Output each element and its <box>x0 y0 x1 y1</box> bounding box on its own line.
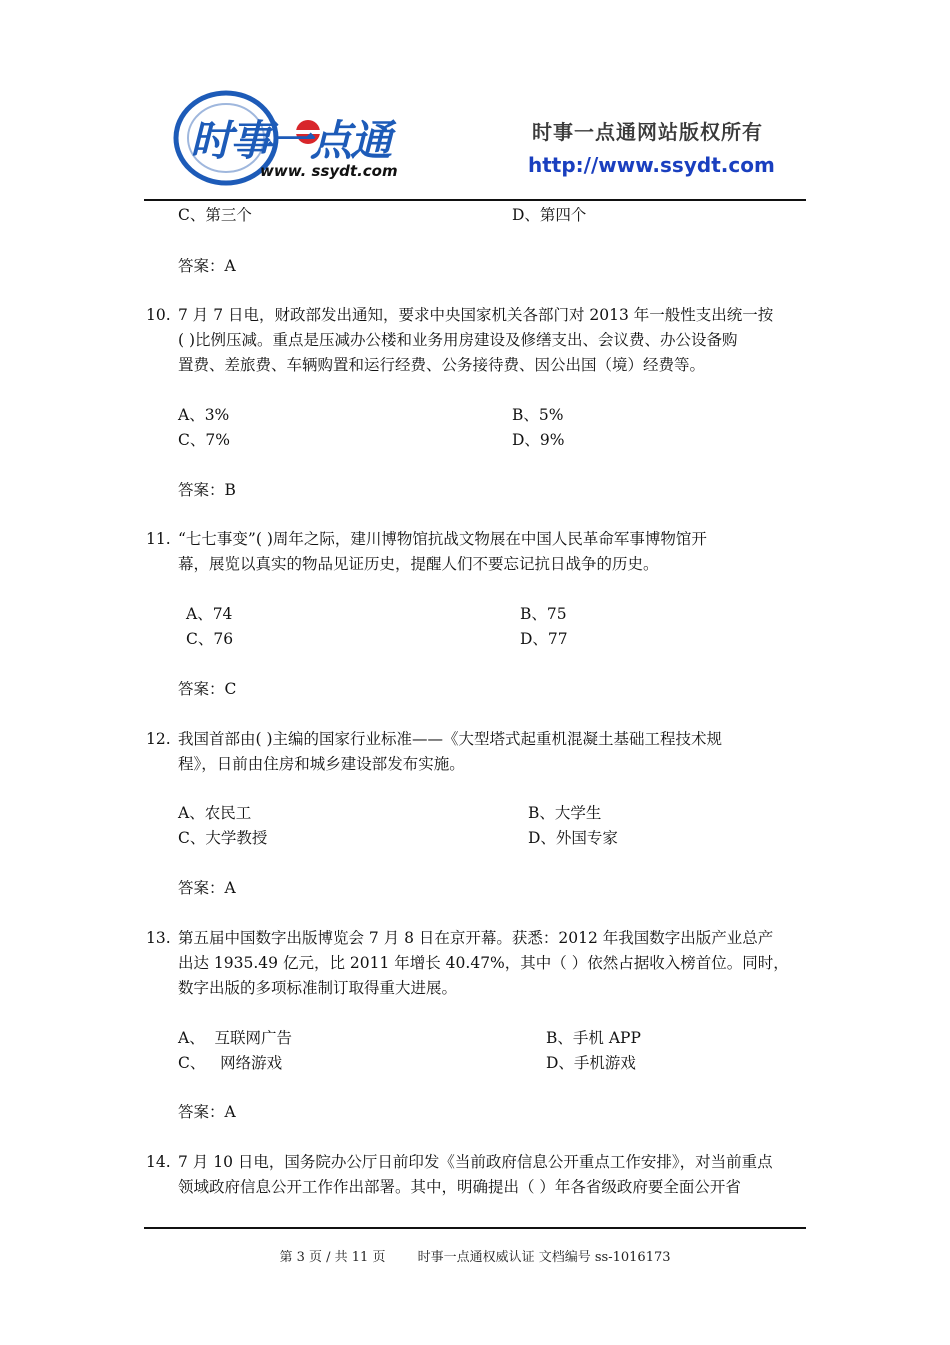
answer: 答案：B <box>178 481 236 499</box>
prev-option-d: D、第四个 <box>512 206 587 224</box>
question-text-line: 领域政府信息公开工作作出部署。其中，明确提出（ ）年各省级政府要全面公开省 <box>178 1178 741 1196</box>
option-c: C、7% <box>178 431 230 449</box>
question-text-line: 数字出版的多项标准制订取得重大进展。 <box>178 979 458 997</box>
answer: 答案：A <box>178 879 236 897</box>
copyright-notice: 时事一点通网站版权所有 <box>532 120 763 144</box>
question-text-line: 置费、差旅费、车辆购置和运行经费、公务接待费、因公出国（境）经费等。 <box>178 356 706 374</box>
option-a: A、 互联网广告 <box>178 1029 293 1047</box>
prev-answer: 答案：A <box>178 257 236 275</box>
option-d: D、9% <box>512 431 565 449</box>
question-text-line: 第五届中国数字出版博览会 7 月 8 日在京开幕。获悉：2012 年我国数字出版产业总产 <box>178 929 774 947</box>
question-text-line: ( )比例压减。重点是压减办公楼和业务用房建设及修缮支出、会议费、办公设备购 <box>178 331 738 349</box>
option-c: C、大学教授 <box>178 829 268 847</box>
logo-url: www. ssydt.com <box>260 162 398 180</box>
option-b: B、手机 APP <box>546 1029 641 1047</box>
question-text-line: “七七事变”( )周年之际，建川博物馆抗战文物展在中国人民革命军事博物馆开 <box>178 530 707 548</box>
answer: 答案：C <box>178 680 237 698</box>
site-url-link[interactable]: http://www.ssydt.com <box>528 153 775 177</box>
question-number: 10. <box>146 306 171 324</box>
option-a: A、74 <box>186 605 233 623</box>
question-text-line: 7 月 7 日电，财政部发出通知，要求中央国家机关各部门对 2013 年一般性支出统一按 <box>178 306 774 324</box>
question-text-line: 出达 1935.49 亿元，比 2011 年增长 40.47%，其中（ ）依然占据收入榜首位。同时， <box>178 954 789 972</box>
footer-divider <box>144 1227 806 1229</box>
question-number: 13. <box>146 929 171 947</box>
page-footer <box>0 1246 950 1265</box>
option-a: A、3% <box>178 406 230 424</box>
option-b: B、75 <box>520 605 567 623</box>
header-divider <box>144 199 806 201</box>
option-d: D、外国专家 <box>528 829 618 847</box>
document-id: 时事一点通权威认证 文档编号 ss-1016173 <box>417 1250 671 1265</box>
option-c: C、 网络游戏 <box>178 1054 283 1072</box>
question-number: 14. <box>146 1153 171 1171</box>
question-text-line: 我国首部由( )主编的国家行业标准——《大型塔式起重机混凝土基础工程技术规 <box>178 730 723 748</box>
option-d: D、手机游戏 <box>546 1054 636 1072</box>
question-number: 12. <box>146 730 171 748</box>
question-text-line: 7 月 10 日电，国务院办公厅日前印发《当前政府信息公开重点工作安排》，对当前重点 <box>178 1153 773 1171</box>
question-number: 11. <box>146 530 171 548</box>
option-b: B、5% <box>512 406 564 424</box>
prev-option-c: C、第三个 <box>178 206 252 224</box>
page-indicator: 第 3 页 / 共 11 页 <box>279 1250 386 1265</box>
option-d: D、77 <box>520 630 568 648</box>
logo-title: 时事一点通 <box>190 116 391 165</box>
option-c: C、76 <box>186 630 234 648</box>
answer: 答案：A <box>178 1103 236 1121</box>
site-logo[interactable] <box>168 88 430 192</box>
option-a: A、农民工 <box>178 804 252 822</box>
option-b: B、大学生 <box>528 804 602 822</box>
question-text-line: 程》，日前由住房和城乡建设部发布实施。 <box>178 755 465 773</box>
question-text-line: 幕，展览以真实的物品见证历史，提醒人们不要忘记抗日战争的历史。 <box>178 555 659 573</box>
